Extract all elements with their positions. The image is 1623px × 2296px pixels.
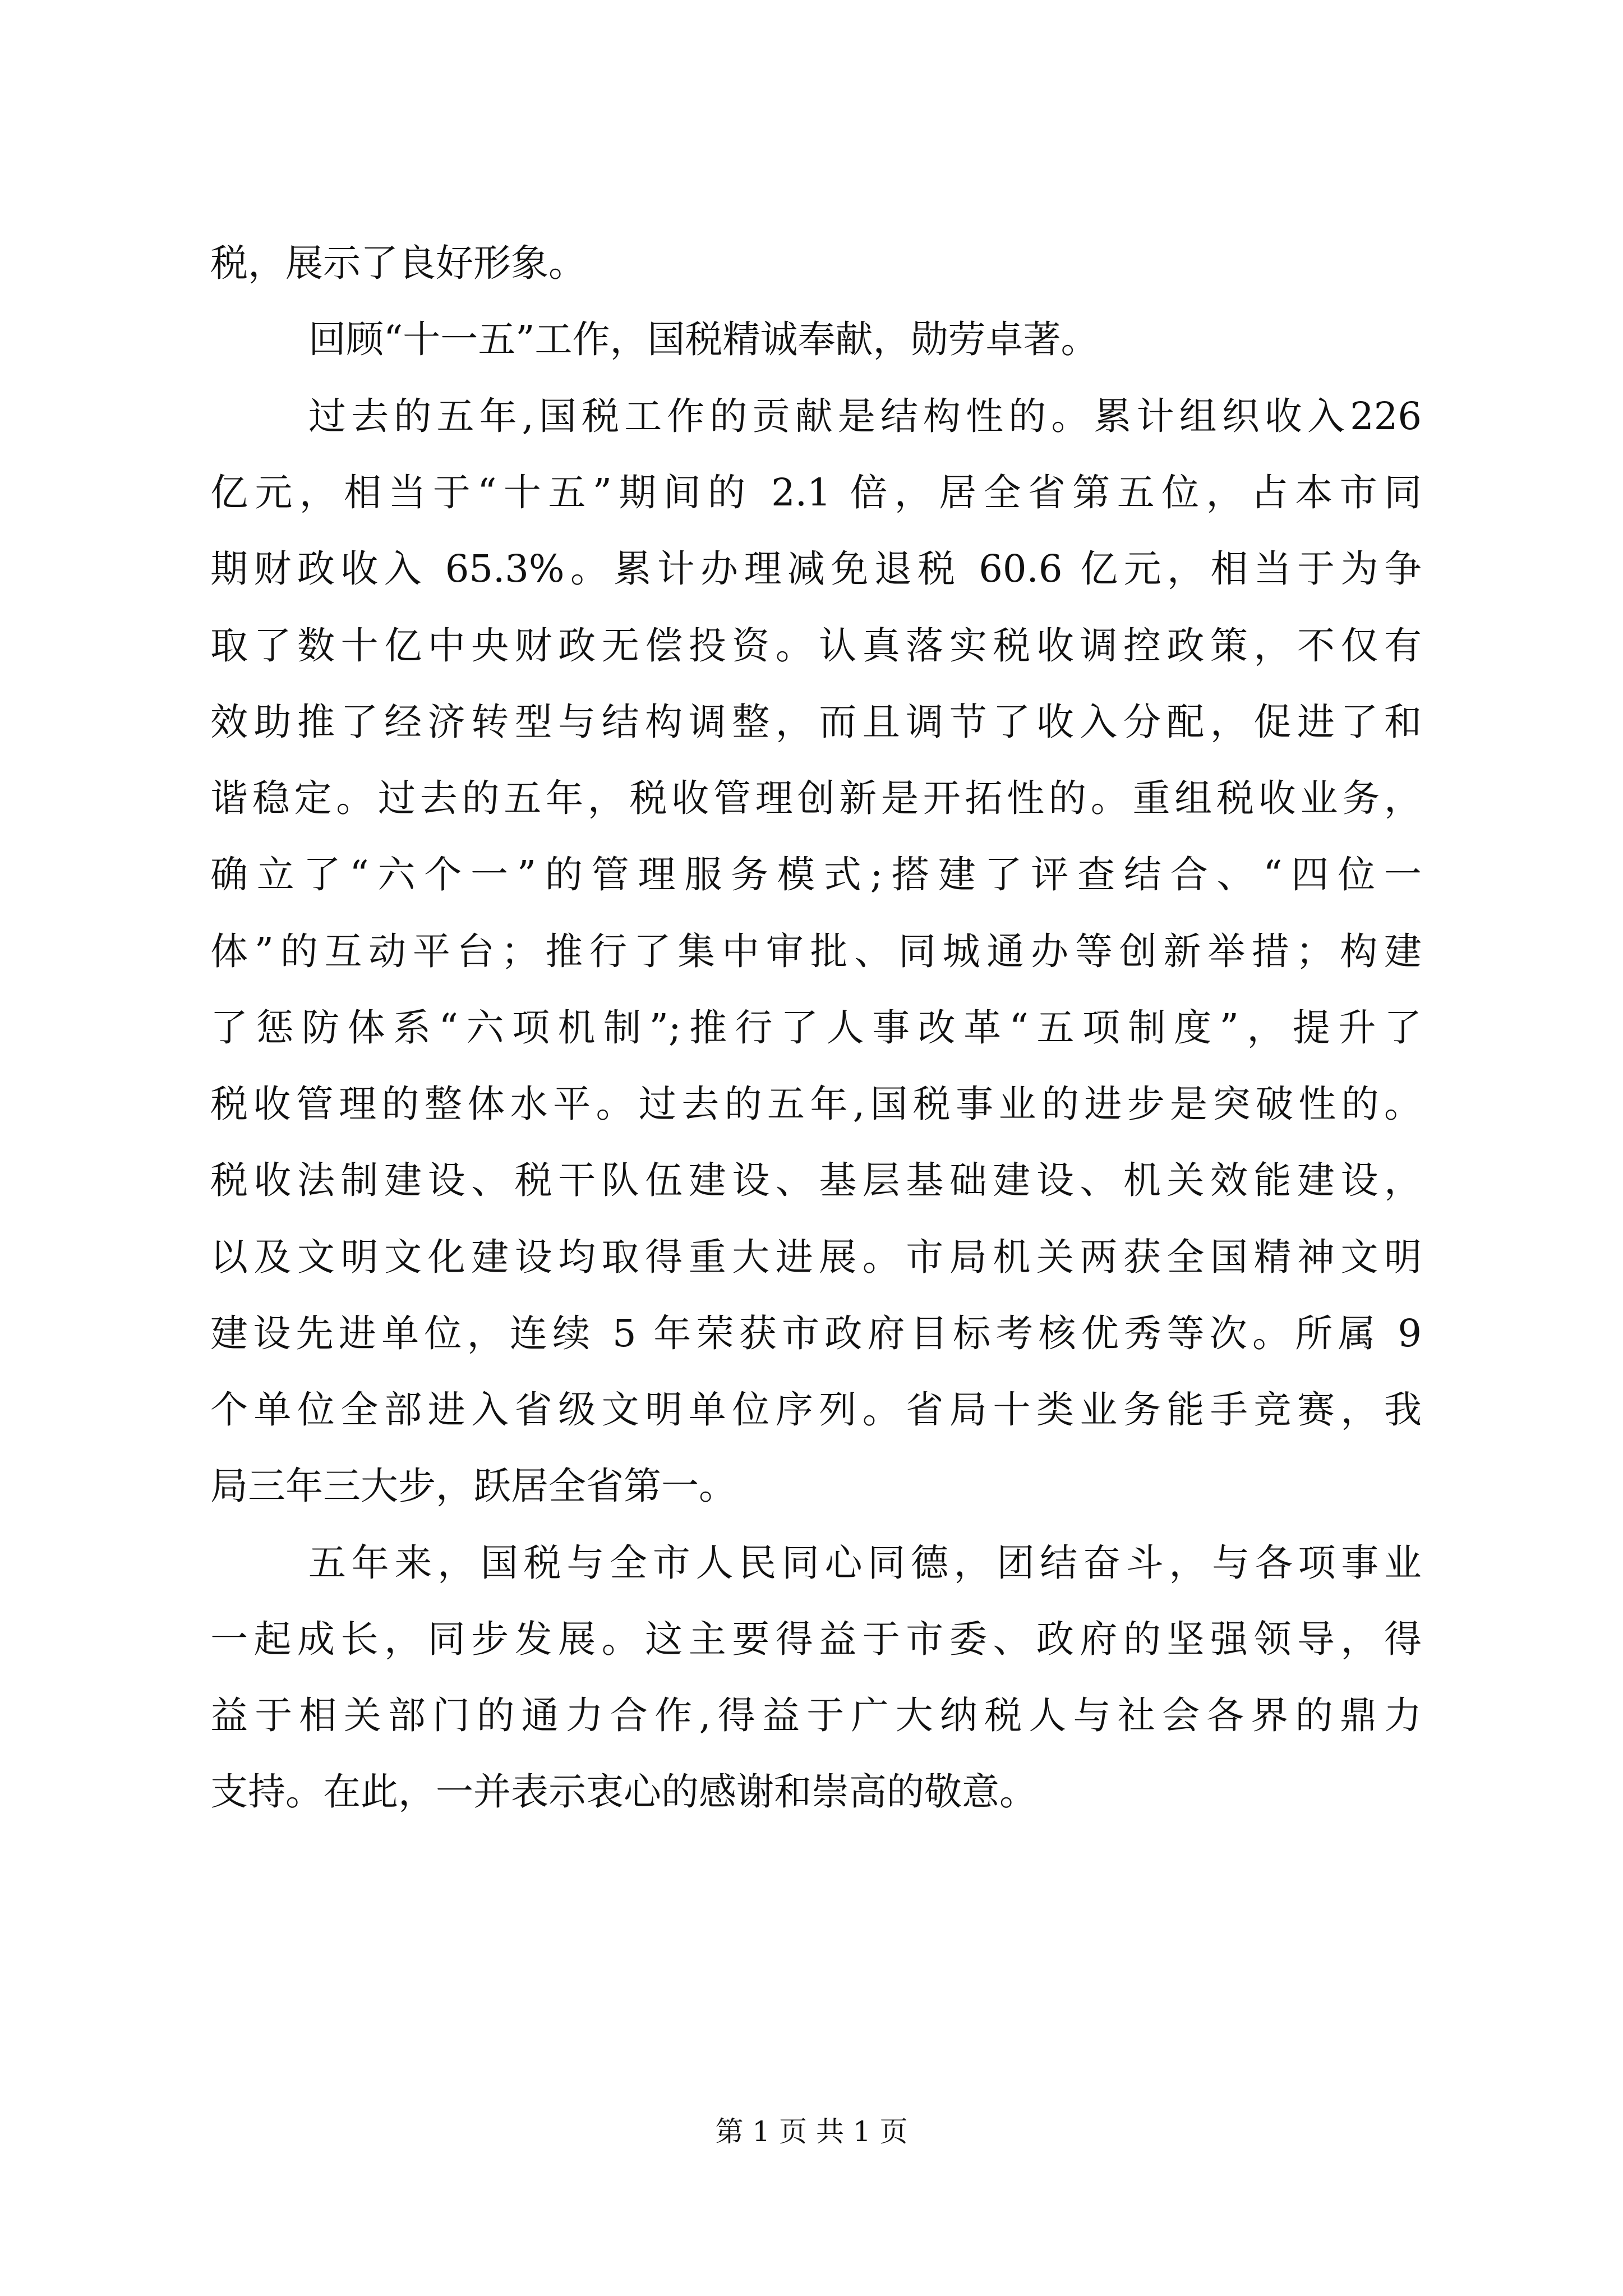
text-line: 取了数十亿中央财政无偿投资。认真落实税收调控政策，不仅有 [210, 624, 1422, 668]
text-line: 税收管理的整体水平。过去的五年,国税事业的进步是突破性的。 [210, 1082, 1422, 1126]
text-line: 体”的互动平台；推行了集中审批、同城通办等创新举措；构建 [210, 930, 1422, 973]
page-footer: 第 1 页 共 1 页 [715, 2115, 908, 2148]
text-line: 期财政收入 65.3%。累计办理减免退税 60.6 亿元，相当于为争 [210, 547, 1422, 591]
text-line: 了惩防体系“六项机制”;推行了人事改革“五项制度”，提升了 [210, 1006, 1422, 1050]
text-line: 效助推了经济转型与结构调整，而且调节了收入分配，促进了和 [210, 700, 1422, 744]
text-line: 个单位全部进入省级文明单位序列。省局十类业务能手竞赛，我 [210, 1388, 1422, 1432]
text-line: 局三年三大步，跃居全省第一。 [210, 1464, 736, 1508]
text-line: 益于相关部门的通力合作,得益于广大纳税人与社会各界的鼎力 [210, 1694, 1422, 1737]
text-line: 税收法制建设、税干队伍建设、基层基础建设、机关效能建设， [210, 1158, 1422, 1202]
text-line: 以及文明文化建设均取得重大进展。市局机关两获全国精神文明 [210, 1235, 1422, 1279]
text-line: 确立了“六个一”的管理服务模式;搭建了评查结合、“四位一 [210, 853, 1422, 896]
text-line: 支持。在此，一并表示衷心的感谢和崇高的敬意。 [210, 1770, 1037, 1814]
text-line: 税，展示了良好形象。 [210, 241, 586, 285]
paragraph-first-line: 五年来，国税与全市人民同心同德，团结奋斗，与各项事业 [308, 1541, 1422, 1585]
paragraph-first-line: 回顾“十一五”工作，国税精诚奉献，勋劳卓著。 [308, 318, 1099, 361]
text-line: 一起成长，同步发展。这主要得益于市委、政府的坚强领导，得 [210, 1617, 1422, 1661]
text-line: 谐稳定。过去的五年，税收管理创新是开拓性的。重组税收业务， [210, 776, 1422, 820]
text-line: 建设先进单位，连续 5 年荣获市政府目标考核优秀等次。所属 9 [210, 1312, 1422, 1355]
text-line: 亿元，相当于“十五”期间的 2.1 倍，居全省第五位，占本市同 [210, 471, 1422, 514]
paragraph-first-line: 过去的五年,国税工作的贡献是结构性的。累计组织收入226 [308, 394, 1422, 438]
